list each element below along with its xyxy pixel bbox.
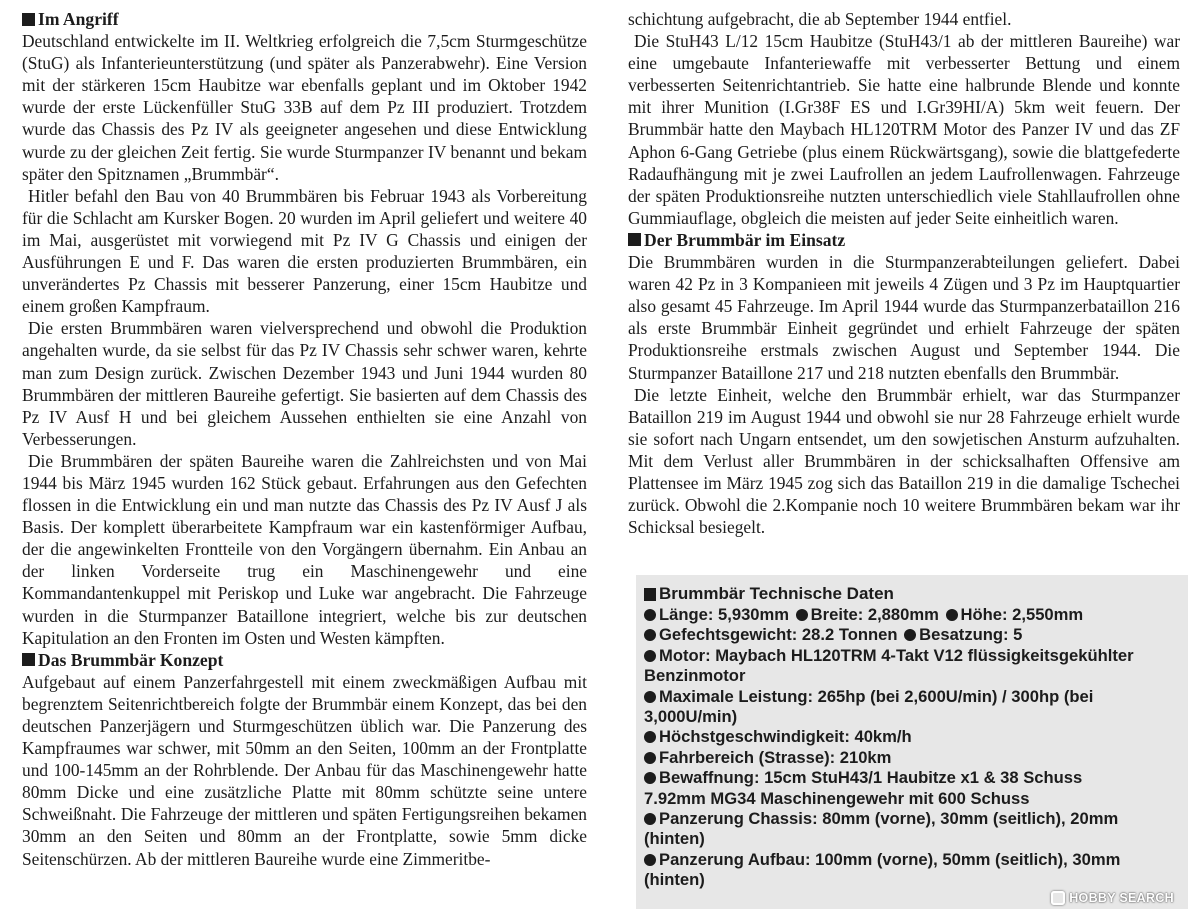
technical-data-box <box>636 575 1188 909</box>
square-bullet-icon <box>628 233 641 246</box>
watermark-logo <box>1051 891 1174 905</box>
square-bullet-icon <box>644 588 656 601</box>
paragraph: Die Brummbären der späten Baureihe waren die Zahlreichsten und von Mai 1944 bis März 1945 wurden 162 Stück gebaut. Erfahrungen aus den Gefechten flossen in die Entwicklung ein und man nutzte das Chassis des Pz IV Ausf J als Basis. Der komplett überarbeitete Kampfraum war ein kastenförmiger Aufbau, der die angewinkelten Frontteile von den Vorgängern übernahm. Ein Anbau an der linken Vorderseite trug ein Maschinengewehr und eine Kommandantenkuppel mit Periskop und Luke war angebracht. Die Fahrzeuge wurden in die Sturmpanzer Bataillone integriert, welche bis zur deutschen Kapitulation an den Fronten im Osten und Westen kämpften. <box>22 450 587 648</box>
spec-engine <box>644 646 1182 687</box>
tech-data-title-text: Brummbär Technische Daten <box>659 584 894 603</box>
spec-weight-crew <box>644 625 1182 645</box>
spec-dimensions <box>644 605 1182 625</box>
spec-range <box>644 748 1182 768</box>
spec-armor-chassis <box>644 809 1182 850</box>
spec-weight: Gefechtsgewicht: 28.2 Tonnen <box>659 625 898 645</box>
paragraph: Die StuH43 L/12 15cm Haubitze (StuH43/1 ab der mittleren Baureihe) war eine umgebaute Infanteriewaffe mit verbesserter Bettung und einem verbesserten Seitenrichtantrieb. Sie hatte eine halbrunde Blende und konnte mit ihrer Munition (I.Gr38F ES und I.Gr39HI/A) 5km weit feuern. Der Brummbär hatte den Maybach HL120TRM Motor des Panzer IV und das ZF Aphon 6-Gang Getriebe (plus einem Rückwärtsgang), sowie die blattgefederte Radaufhängung mit je zwei Laufrollen an jedem Laufrollenwagen. Fahrzeuge der späten Produktionsreihe nutzten unterschiedlich viele Stahllaufrollen ohne Gummiauflage, obgleich die meisten auf jeder Seite einheitlich waren. <box>628 31 1180 228</box>
bullet-dot-icon <box>644 609 656 621</box>
left-column <box>22 8 587 870</box>
tech-data-title <box>644 583 1182 605</box>
section-heading-konzept <box>22 649 587 671</box>
spec-width: Breite: 2,880mm <box>810 605 939 624</box>
paragraph: Die ersten Brummbären waren vielversprechend und obwohl die Produktion angehalten wurde, da sie selbst für das Pz IV Chassis sehr schwer waren, kehrte man zum Design zurück. Zwischen Dezember 1943 und Juni 1944 wurden 80 Brummbären der mittleren Baureihe gefertigt. Sie basierten auf dem Chassis des Pz IV Ausf H und bei gleichem Aussehen enthielten sie eine Anzahl von Verbesserungen. <box>22 318 587 449</box>
bullet-dot-icon <box>946 609 958 621</box>
paragraph: Deutschland entwickelte im II. Weltkrieg erfolgreich die 7,5cm Sturmgeschütze (StuG) als Infanterieunterstützung (und später als Panzerabwehr). Eine Version mit der stärkeren 15cm Haubitze war ebenfalls geplant und im Oktober 1942 wurde der erste Lückenfüller StuG 33B auf dem Pz III produziert. Trotzdem wurde das Chassis des Pz IV als geeigneter angesehen und diese Entwicklung wurde zu der gleichen Zeit fertig. Sie wurde Sturmpanzer IV benannt und bekam später den Spitznamen „Brummbär“. <box>22 31 587 184</box>
spec-speed <box>644 727 1182 747</box>
section-heading-einsatz <box>628 229 1180 251</box>
spec-armor-chassis-text: Panzerung Chassis: 80mm (vorne), 30mm (seitlich), 20mm (hinten) <box>644 809 1119 849</box>
spec-power-text: Maximale Leistung: 265hp (bei 2,600U/min) / 300hp (bei 3,000U/min) <box>644 686 1094 727</box>
spec-range-text: Fahrbereich (Strasse): 210km <box>659 747 892 767</box>
spec-crew: Besatzung: 5 <box>919 625 1023 645</box>
spec-armor-superstructure-text: Panzerung Aufbau: 100mm (vorne), 50mm (seitlich), 30mm (hinten) <box>644 849 1121 890</box>
paragraph: Aufgebaut auf einem Panzerfahrgestell mit einem zweckmäßigen Aufbau mit begrenztem Seitenrichtbereich folgte der Brummbär einem Konzept, das bei den deutschen Panzerjägern und Sturmgeschützen üblich war. Die Panzerung des Kampfraumes war schwer, mit 50mm an den Seiten, 100mm an der Frontplatte und 100-145mm an der Rohrblende. Der Anbau für das Maschinengewehr hatte 80mm Dicke und eine zusätzliche Platte mit 80mm schützte seine untere Schweißnaht. Die Fahrzeuge der mittleren und späten Fertigungsreihen bekamen 30mm an den Seiten und 80mm an der Frontplatte, sowie 5mm dicke Seitenschürzen. Ab der mittleren Baureihe wurde eine Zimmeritbe- <box>22 671 587 869</box>
bullet-dot-icon <box>904 629 916 641</box>
paragraph: Hitler befahl den Bau von 40 Brummbären bis Februar 1943 als Vorbereitung für die Schlacht am Kursker Bogen. 20 wurden im April geliefert und weitere 40 im Mai, ausgerüstet mit vorwiegend mit Pz IV G Chassis und einigen der Ausführungen E und F. Das waren die ersten produzierten Brummbären, ein unverändertes Pz Chassis mit besserer Panzerung, einer 15cm Haubitze und einem großen Kampfraum. <box>22 185 587 317</box>
right-column <box>628 8 1180 538</box>
spec-height: Höhe: 2,550mm <box>960 605 1084 624</box>
bullet-dot-icon <box>644 650 656 662</box>
bullet-dot-icon <box>644 813 656 825</box>
spec-armor-superstructure <box>644 850 1182 891</box>
paragraph: schichtung aufgebracht, die ab September 1944 entfiel. <box>628 9 1012 29</box>
spec-speed-text: Höchstgeschwindigkeit: 40km/h <box>659 727 912 747</box>
bullet-dot-icon <box>644 629 656 641</box>
spec-power <box>644 687 1182 728</box>
bullet-dot-icon <box>644 854 656 866</box>
bullet-dot-icon <box>644 731 656 743</box>
spec-armament <box>644 768 1182 809</box>
paragraph: Die letzte Einheit, welche den Brummbär erhielt, war das Sturmpanzer Bataillon 219 im August 1944 und obwohl sie nur 28 Fahrzeuge erhielt wurde sie sofort nach Ungarn entsendet, um den sowjetischen Ansturm aufzuhalten. Mit dem Verlust aller Brummbären in der schicksalhaften Offensive am Plattensee im März 1945 zog sich das Bataillon 219 in die damalige Tschechei zurück. Obwohl die 2.Kompanie noch 10 weitere Brummbären bekam war ihr Schicksal besiegelt. <box>628 384 1180 538</box>
watermark-text: HOBBY SEARCH <box>1069 891 1174 905</box>
square-bullet-icon <box>22 13 35 26</box>
bullet-dot-icon <box>644 752 656 764</box>
section-heading-text: Das Brummbär Konzept <box>38 649 224 670</box>
paragraph: Die Brummbären wurden in die Sturmpanzerabteilungen geliefert. Dabei waren 42 Pz in 3 Kompanieen mit jeweils 4 Zügen und 3 Pz im Hauptquartier also gesamt 45 Fahrzeuge. Im April 1944 wurde das Sturmpanzerbataillon 216 als erste Brummbär Einheit gegründet und erhielt Fahrzeuge der späten Produktionsreihe erstmals zwischen August und September 1944. Die Sturmpanzer Bataillone 217 und 218 nutzten ebenfalls den Brummbär. <box>628 252 1180 383</box>
spec-length: Länge: 5,930mm <box>659 605 790 624</box>
section-heading-text: Im Angriff <box>38 9 119 29</box>
bullet-dot-icon <box>644 691 656 703</box>
spec-engine-text: Motor: Maybach HL120TRM 4-Takt V12 flüssigkeitsgekühlter Benzinmotor <box>644 645 1134 686</box>
spec-armament-mg: 7.92mm MG34 Maschinengewehr mit 600 Schuss <box>644 788 1030 808</box>
section-heading-text: Der Brummbär im Einsatz <box>644 229 846 250</box>
bullet-dot-icon <box>796 609 808 621</box>
spec-armament-main: Bewaffnung: 15cm StuH43/1 Haubitze x1 & 38 Schuss <box>659 768 1083 788</box>
hobby-search-logo-icon <box>1051 891 1065 905</box>
section-heading-im-angriff <box>22 8 587 30</box>
square-bullet-icon <box>22 653 35 666</box>
bullet-dot-icon <box>644 772 656 784</box>
